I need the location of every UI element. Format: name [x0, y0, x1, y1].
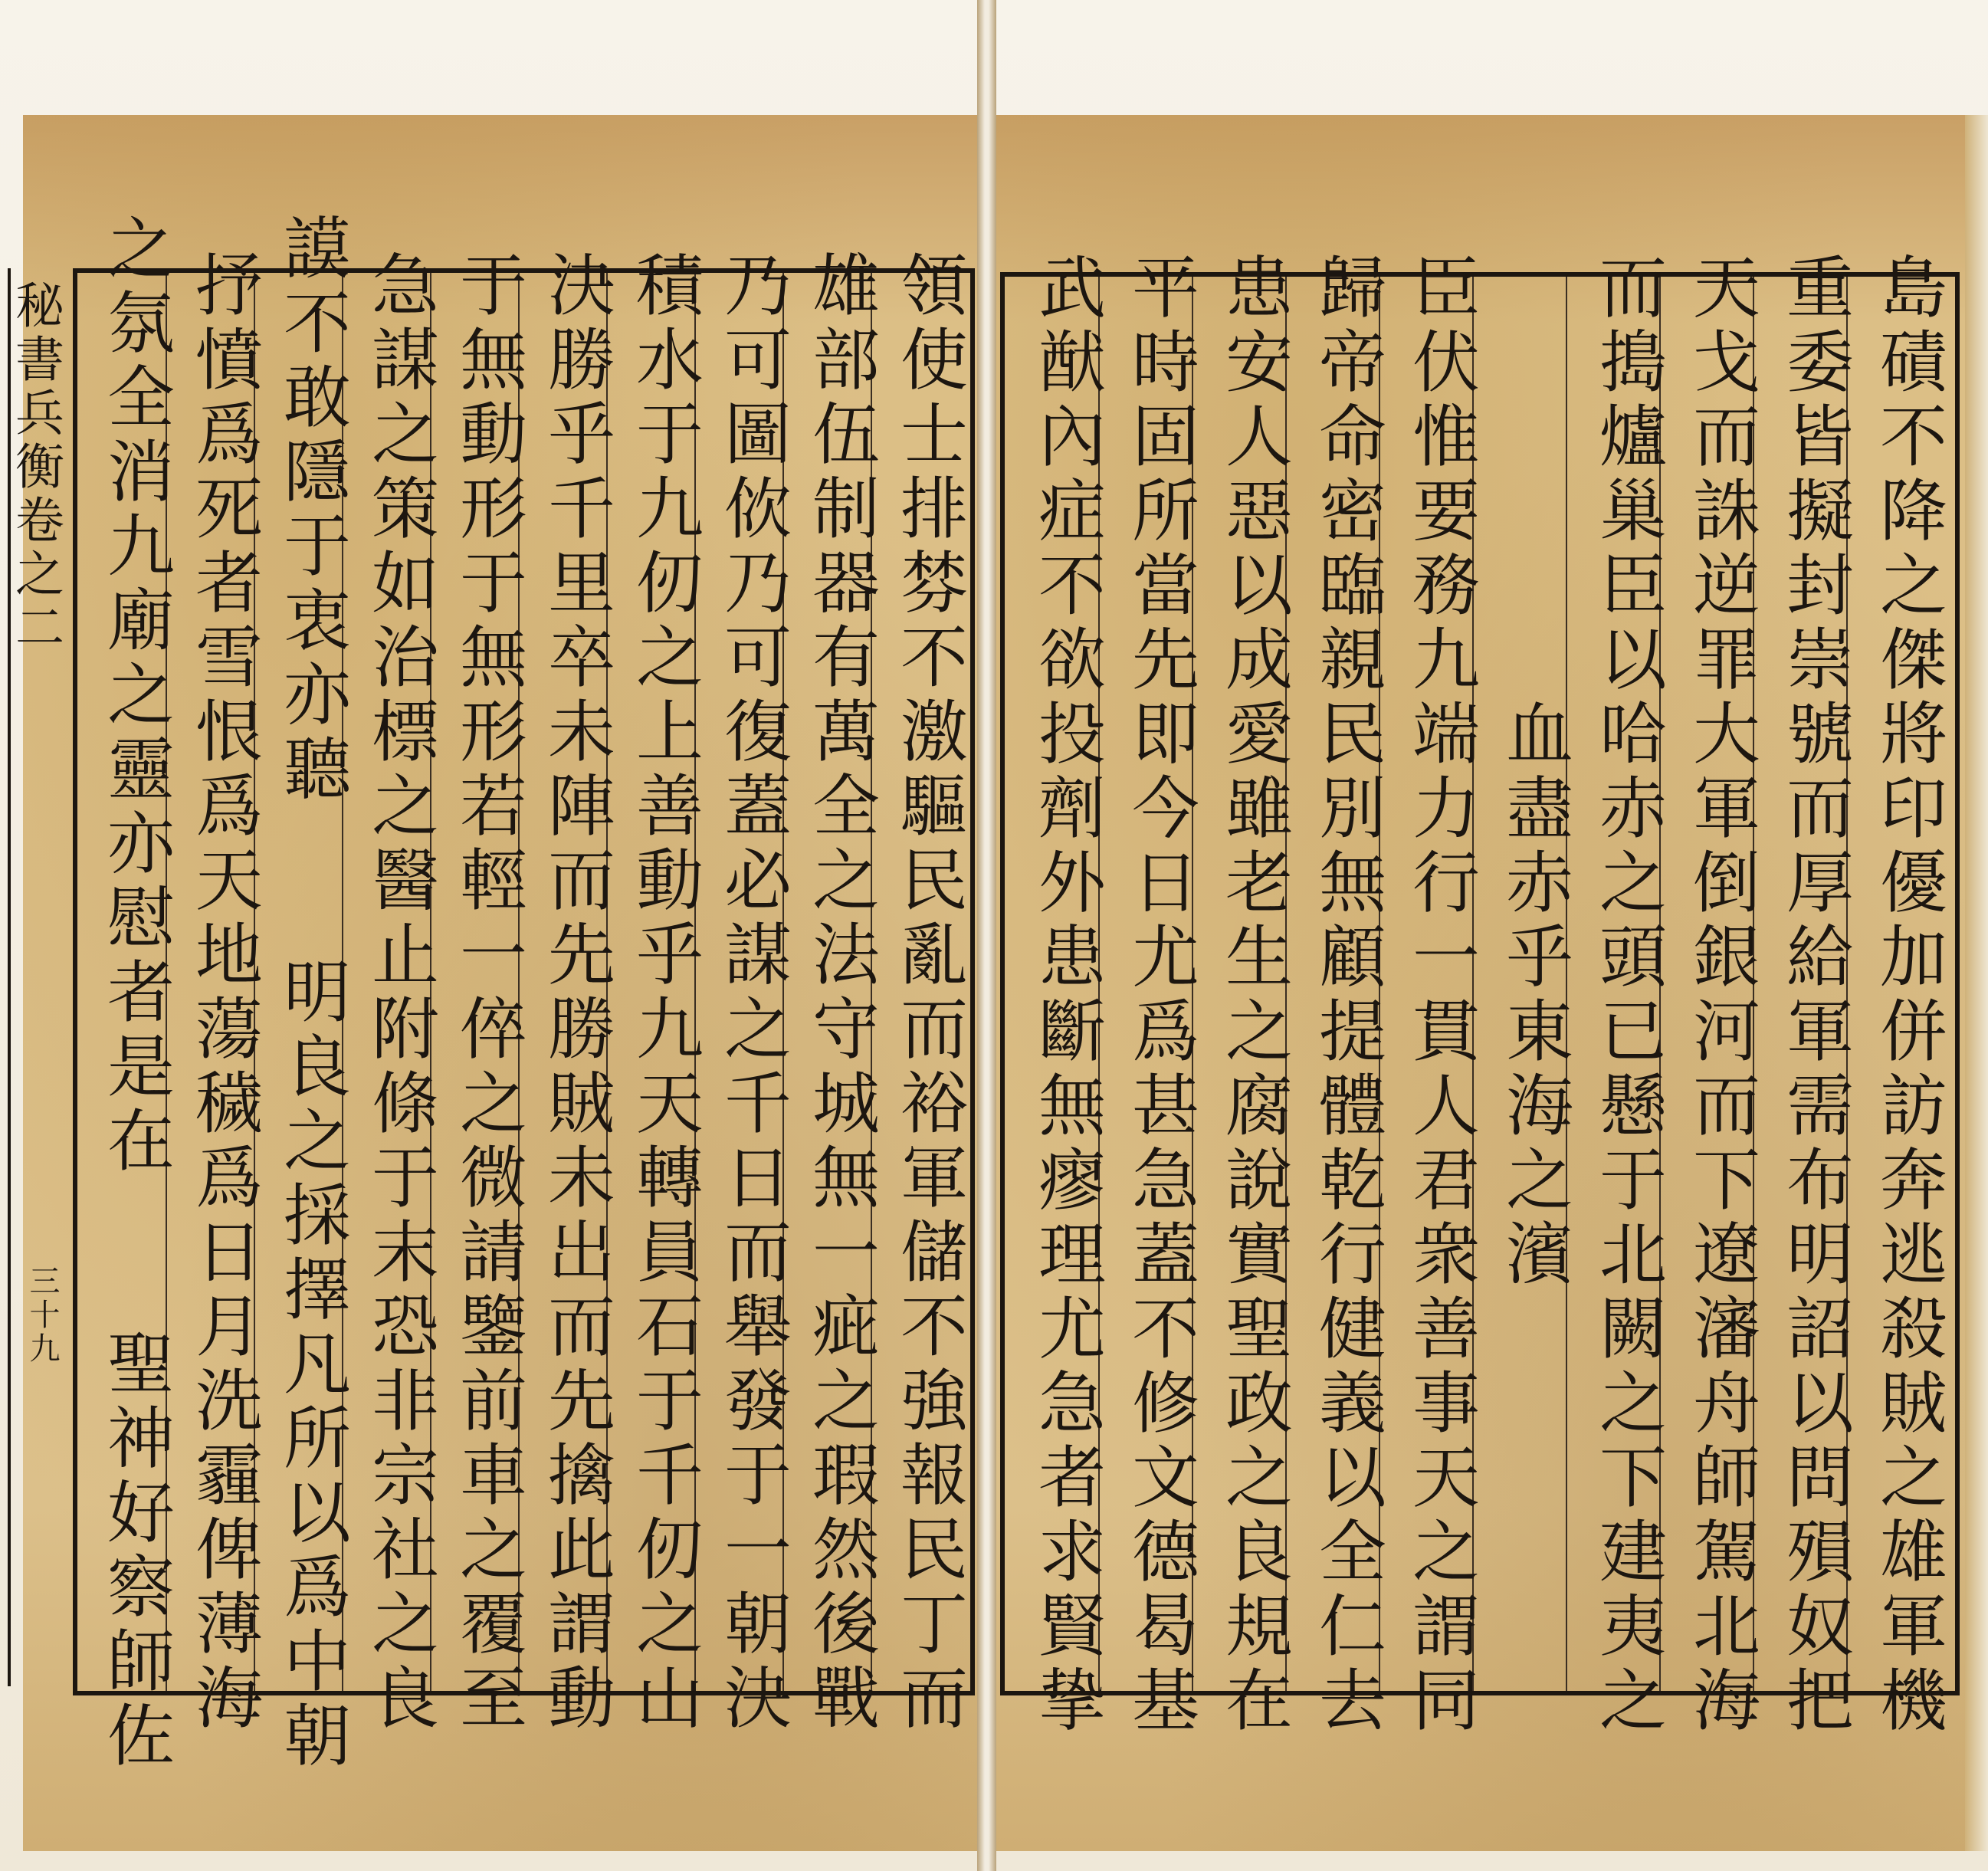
text-column: 平時固所當先即今日尤爲甚急蓋不修文德曷基 — [1121, 251, 1200, 1739]
left-text-frame — [73, 212, 975, 1774]
text-column: 天戈而誅逆罪大軍倒銀河而下遼瀋舟師駕北海 — [1682, 251, 1761, 1739]
text-column: 決勝乎千里卒未陣而先勝賊未出而先擒此謂動 — [537, 250, 616, 1737]
text-column: 雄部伍制器有萬全之法守城無一疵之瑕然後戰 — [802, 250, 881, 1737]
banxin-page-number: 三十九 — [25, 1265, 60, 1366]
text-column: 抒憤爲死者雪恨爲天地蕩穢爲日月洗霾俾薄海 — [185, 250, 264, 1737]
text-column: 領使士排棼不激驅民亂而裕軍儲不強報民丁而 — [890, 250, 969, 1737]
text-column: 之氛全消九廟之靈亦慰者是在 聖神好察師佐 — [97, 212, 176, 1774]
banxin-title: 秘書兵衡卷之二 — [7, 280, 64, 655]
text-column: 島磧不降之傑將印優加併訪奔逃殺賊之雄軍機 — [1869, 251, 1948, 1739]
text-column: 血盡赤乎東海之濱 — [1495, 698, 1574, 1293]
book-gutter — [977, 0, 996, 1871]
text-column: 重委皆擬封崇號而厚給軍需布明詔以問殞奴把 — [1776, 251, 1855, 1739]
text-column: 乃可圖佽乃可復蓋必謀之千日而舉發于一朝決 — [714, 250, 792, 1737]
banxin-margin — [8, 268, 72, 1686]
text-column: 歸帝命密臨親民別無顧提體乾行健義以全仁去 — [1308, 251, 1387, 1739]
text-column: 謨不敢隱于衷亦聽 明良之採擇凡所以爲中朝 — [273, 212, 352, 1774]
text-column: 臣伏惟要務九端力行一貫人君衆善事天之謂同 — [1402, 251, 1481, 1739]
right-text-frame — [1000, 251, 1960, 1739]
text-column: 武猷內症不欲投劑外患斷無瘳理尤急者求賢挚 — [1028, 251, 1107, 1739]
text-column: 患安人惡以成愛雖老生之腐說實聖政之良規在 — [1215, 251, 1294, 1739]
text-column: 而搗爐巢臣以哈赤之頭已懸于北闕之下建夷之 — [1589, 251, 1668, 1739]
text-column: 于無動形于無形若輕一倅之微請鑒前車之覆至 — [449, 250, 528, 1737]
page-edge — [1965, 115, 1988, 1851]
text-column: 積水于九仞之上善動乎九天轉員石于千仞之山 — [625, 250, 704, 1737]
text-column: 急謀之策如治標之醫止附條于末恐非宗社之良 — [361, 250, 440, 1737]
